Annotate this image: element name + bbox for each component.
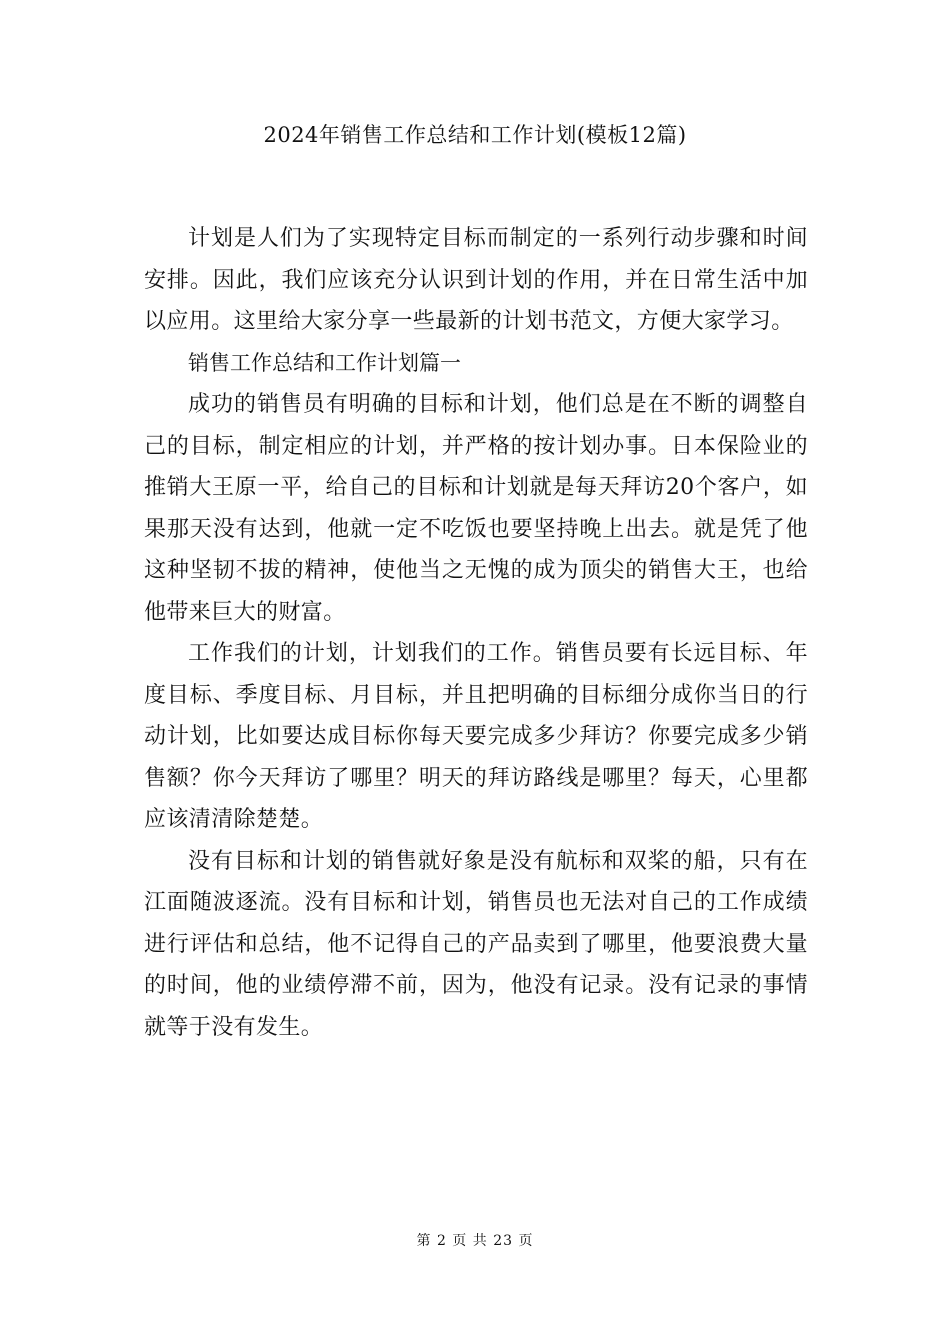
document-title: 2024年销售工作总结和工作计划(模板12篇) <box>263 123 687 147</box>
intro-paragraph: 计划是人们为了实现特定目标而制定的一系列行动步骤和时间安排。因此，我们应该充分认识到计划的作用，并在日常生活中加以应用。这里给大家分享一些最新的计划书范文，方便大家学习。 <box>144 226 808 334</box>
body-paragraph-2: 工作我们的计划，计划我们的工作。销售员要有长远目标、年度目标、季度目标、月目标，并且把明确的目标细分成你当日的行动计划，比如要达成目标你每天要完成多少拜访？你要完成多少销售额？你今天拜访了哪里？明天的拜访路线是哪里？每天，心里都应该清清除楚楚。 <box>144 641 808 832</box>
section-heading: 销售工作总结和工作计划篇一 <box>188 350 461 375</box>
body-paragraph-1: 成功的销售员有明确的目标和计划，他们总是在不断的调整自己的目标，制定相应的计划，并严格的按计划办事。日本保险业的推销大王原一平，给自己的目标和计划就是每天拜访20个客户，如果那天没有达到，他就一定不吃饭也要坚持晚上出去。就是凭了他这种坚韧不拔的精神，使他当之无愧的成为顶尖的销售大王，也给他带来巨大的财富。 <box>144 392 808 625</box>
page-footer: 第 2 页 共 23 页 <box>416 1233 534 1249</box>
body-paragraph-3: 没有目标和计划的销售就好象是没有航标和双桨的船，只有在江面随波逐流。没有目标和计划，销售员也无法对自己的工作成绩进行评估和总结，他不记得自己的产品卖到了哪里，他要浪费大量的时间，他的业绩停滞不前，因为，他没有记录。没有记录的事情就等于没有发生。 <box>144 848 808 1040</box>
document-body <box>144 218 808 1048</box>
